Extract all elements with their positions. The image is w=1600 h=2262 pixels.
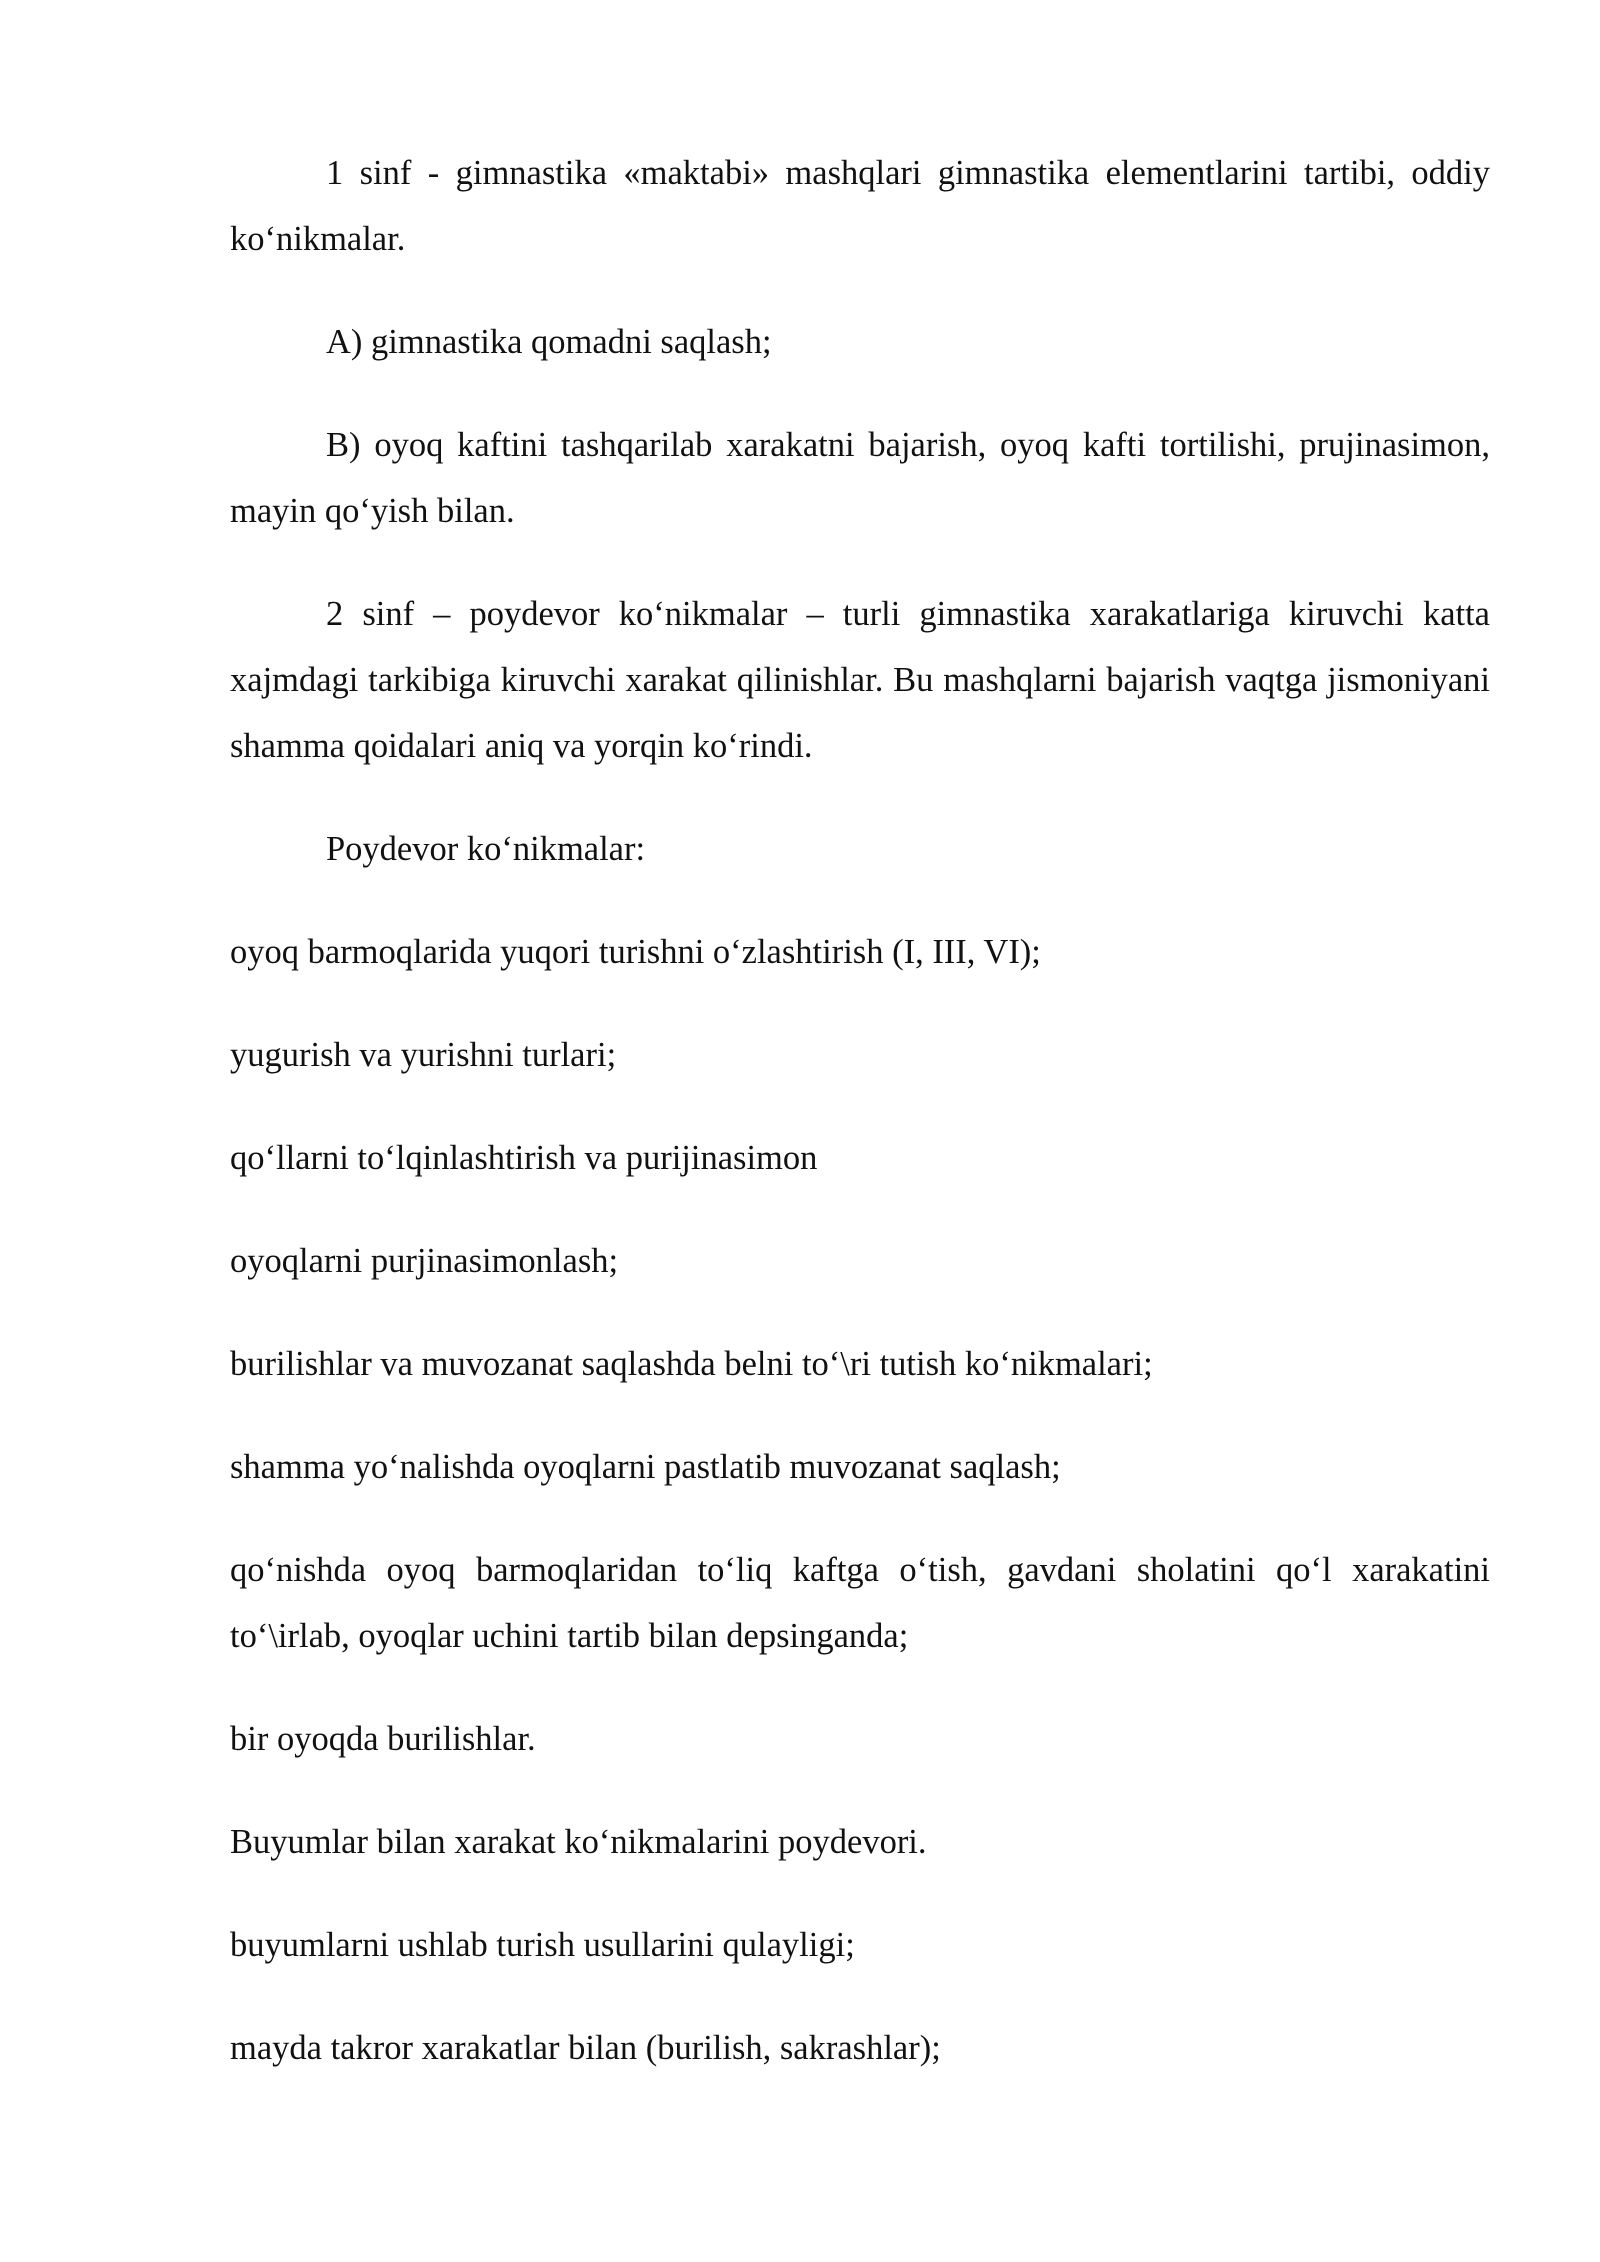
list-item-3: qo‘llarni to‘lqinlashtirish va purijinasimon [230, 1139, 818, 1177]
list-item-2: yugurish va yurishni turlari; [230, 1036, 617, 1074]
paragraph-4: 2 sinf – poydevor ko‘nikmalar – turli gimnastika xarakatlariga kiruvchi katta xajmdagi tarkibiga kiruvchi xarakat qilinishlar. Bu mashqlarni bajarish vaqtga jismoniyani shamma qoidalari aniq va yorqin ko‘rindi. [230, 595, 1490, 765]
list-item-10: mayda takror xarakatlar bilan (burilish, sakrashlar); [230, 2029, 941, 2067]
paragraph-5: Poydevor ko‘nikmalar: [326, 830, 646, 868]
list-item-7: qo‘nishda oyoq barmoqlaridan to‘liq kaftga o‘tish, gavdani sholatini qo‘l xarakatini to‘\irlab, oyoqlar uchini tartib bilan depsinganda; [230, 1551, 1490, 1655]
list-item-4: oyoqlarni purjinasimonlash; [230, 1242, 619, 1280]
document-page [230, 140, 1490, 2118]
list-item-9: buyumlarni ushlab turish usullarini qulayligi; [230, 1926, 855, 1964]
list-item-1: oyoq barmoqlarida yuqori turishni o‘zlashtirish (I, III, VI); [230, 933, 1041, 971]
section-heading: Buyumlar bilan xarakat ko‘nikmalarini poydevori. [230, 1823, 927, 1861]
paragraph-2: A) gimnastika qomadni saqlash; [326, 323, 772, 361]
paragraph-3: B) oyoq kaftini tashqarilab xarakatni bajarish, oyoq kafti tortilishi, prujinasimon, mayin qo‘yish bilan. [230, 426, 1490, 530]
list-item-8: bir oyoqda burilishlar. [230, 1720, 536, 1758]
list-item-5: burilishlar va muvozanat saqlashda belni to‘\ri tutish ko‘nikmalari; [230, 1345, 1153, 1383]
list-item-6: shamma yo‘nalishda oyoqlarni pastlatib muvozanat saqlash; [230, 1448, 1061, 1486]
paragraph-1: 1 sinf - gimnastika «maktabi» mashqlari gimnastika elementlarini tartibi, oddiy ko‘nikmalar. [230, 154, 1490, 258]
